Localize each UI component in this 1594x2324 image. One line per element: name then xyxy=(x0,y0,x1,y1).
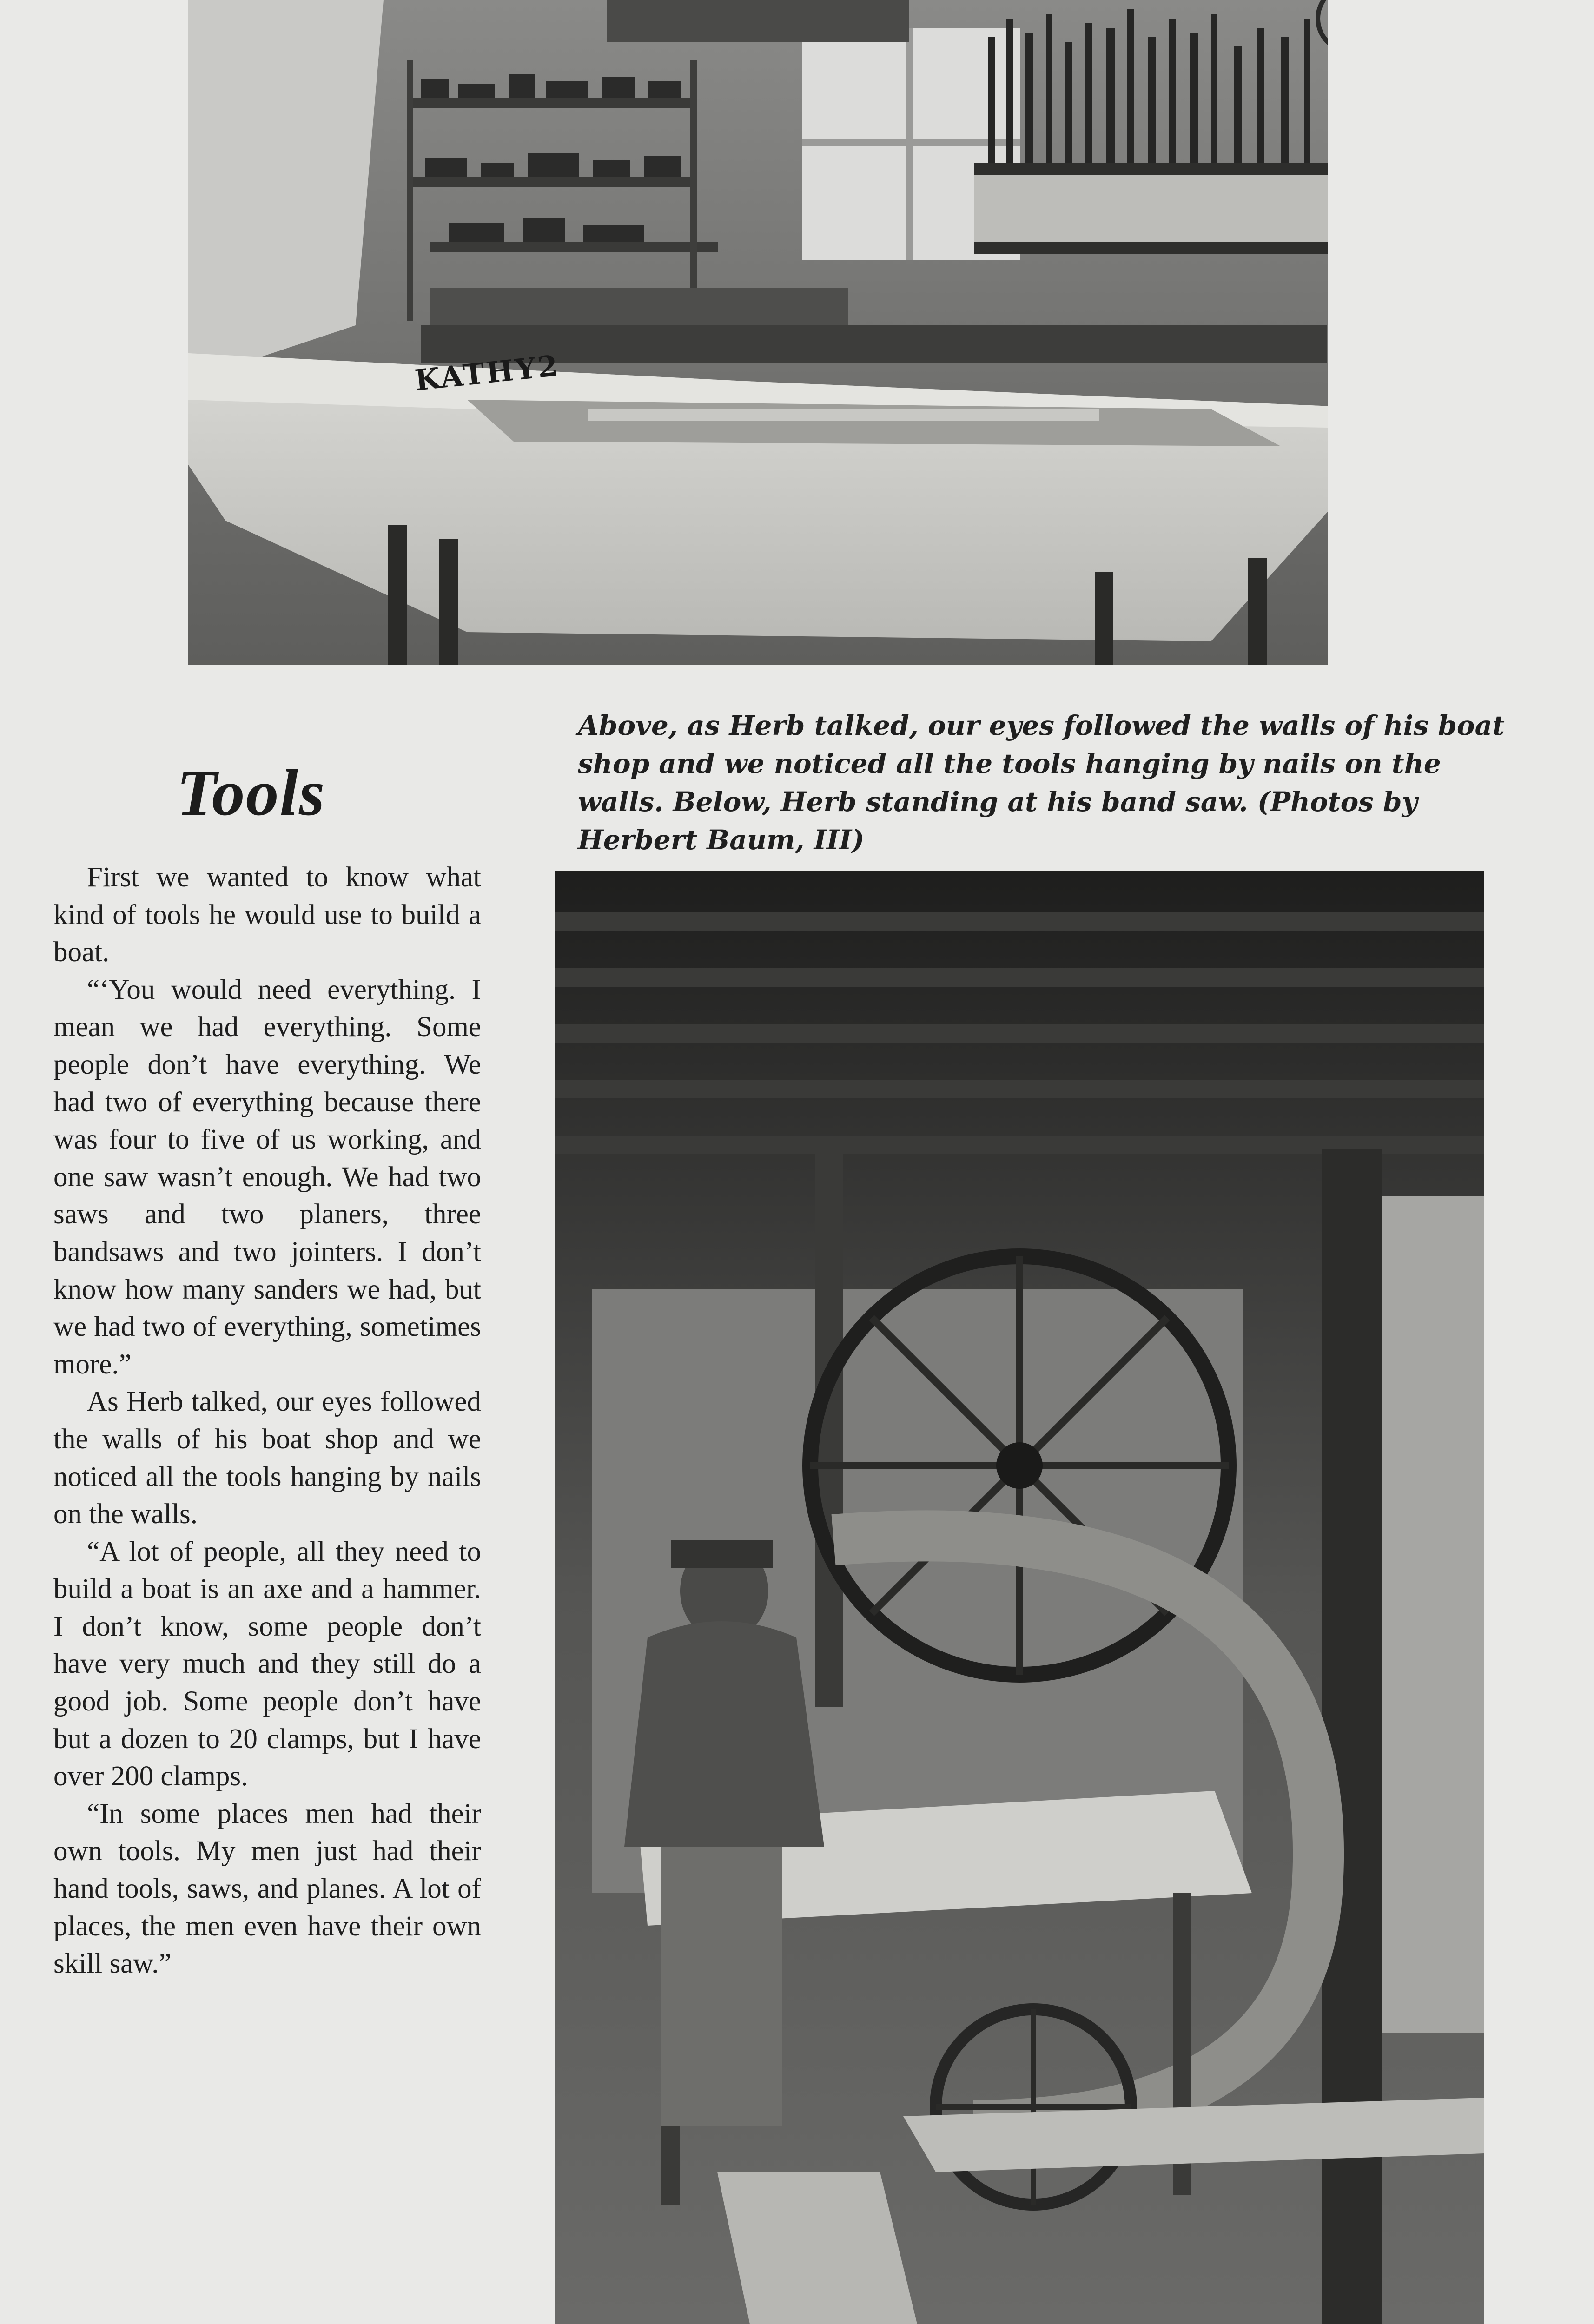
photo-band-saw-image xyxy=(555,871,1484,2324)
photo-boat-shop xyxy=(188,0,1328,665)
photo-caption: Above, as Herb talked, our eyes followed the walls of his boat shop and we noticed all the tools hanging by nails on the walls. Below, Herb standing at his band saw. (Photos by Herbert Baum, III) xyxy=(578,710,1505,856)
article-paragraph: “In some places men had their own tools. My men just had their hand tools, saws, and planes. A lot of places, the men even have their own skill saw.” xyxy=(53,1798,481,1980)
article-paragraph: First we wanted to know what kind of tools he would use to build a boat. xyxy=(53,862,481,968)
section-title: Tools xyxy=(177,756,326,829)
photo-band-saw xyxy=(555,871,1484,2324)
article-paragraph: As Herb talked, our eyes followed the walls of his boat shop and we noticed all the tools hanging by nails on the walls. xyxy=(53,1386,481,1530)
article-body xyxy=(53,859,481,1983)
article-paragraph: “A lot of people, all they need to build a boat is an axe and a hammer. I don’t know, some people don’t have very much and they still do a good job. Some people don’t have but a dozen to 20 clamps, but I have over 200 clamps. xyxy=(53,1536,481,1792)
boat-name-label: KATHY2 xyxy=(413,348,562,397)
photo-boat-shop-image xyxy=(188,0,1328,665)
article-paragraph: “‘You would need everything. I mean we had everything. Some people don’t have everything. We had two of everything because there was four to five of us working, and one saw wasn’t enough. We had two saws and two planers, three bandsaws and two jointers. I don’t know how many sanders we had, but we had two of everything, sometimes more.” xyxy=(53,974,481,1380)
